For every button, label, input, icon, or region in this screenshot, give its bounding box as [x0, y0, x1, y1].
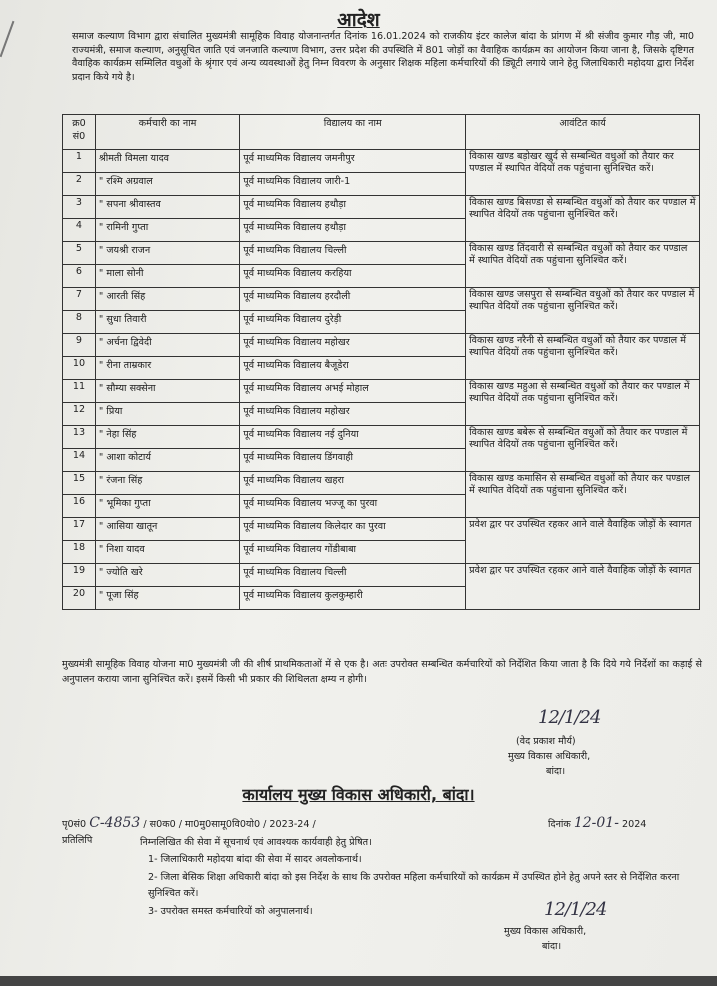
school-name-cell: पूर्व माध्यमिक विद्यालय हथौड़ा — [240, 219, 466, 242]
school-name-cell: पूर्व माध्यमिक विद्यालय जमनीपुर — [240, 150, 466, 173]
assigned-work-cell: विकास खण्ड नरैनी से सम्बन्धित वधुओं को तैयार कर पण्डाल में स्थापित वेदियों तक पहुंचाना सुनिश्चित करें। — [466, 334, 700, 380]
assigned-work-cell: विकास खण्ड बिसण्डा से सम्बन्धित वधुओं को तैयार कर पण्डाल में स्थापित वेदियों तक पहुंचाना सुनिश्चित करें। — [466, 196, 700, 242]
handwritten-signature-2: 12/1/24 — [544, 899, 607, 920]
employee-name-cell: " रीना ताम्रकार — [95, 357, 239, 380]
school-name-cell: पूर्व माध्यमिक विद्यालय गोंडीबाबा — [240, 541, 466, 564]
employee-name-cell: " रंजना सिंह — [95, 472, 239, 495]
assigned-work-cell: विकास खण्ड बड़ोखर खुर्द से सम्बन्धित वधुओं को तैयार कर पण्डाल में स्थापित वेदियों तक पहुंचाना सुनिश्चित करें। — [466, 150, 700, 196]
serial-cell: 17 — [63, 518, 96, 541]
serial-cell: 14 — [63, 449, 96, 472]
signatory-place: बांदा। — [546, 766, 566, 777]
employee-name-cell: " सपना श्रीवास्तव — [95, 196, 239, 219]
reference-label: पृ0सं0 — [62, 819, 87, 830]
duty-table — [62, 114, 700, 610]
assigned-work-cell: विकास खण्ड बबेरू से सम्बन्धित वधुओं को तैयार कर पण्डाल में स्थापित वेदियों तक पहुंचाना सुनिश्चित करें। — [466, 426, 700, 472]
signatory-designation: मुख्य विकास अधिकारी, — [508, 751, 591, 762]
document-title: आदेश — [337, 9, 380, 31]
table-row — [63, 426, 700, 449]
date-handwritten: 12-01- — [573, 815, 619, 831]
header-assigned-work: आवंटित कार्य — [466, 115, 700, 150]
employee-name-cell: " अर्चना द्विवेदी — [95, 334, 239, 357]
school-name-cell: पूर्व माध्यमिक विद्यालय खहरा — [240, 472, 466, 495]
serial-cell: 9 — [63, 334, 96, 357]
copy-item: 2- जिला बेसिक शिक्षा अधिकारी बांदा को इस निर्देश के साथ कि उपरोक्त महिला कर्मचारियों को कार्यक्रम में उपस्थित होने हेतु अपने स्तर से निर्देशित करना सुनिश्चित करें। — [148, 872, 680, 899]
employee-name-cell: " पूजा सिंह — [95, 587, 239, 610]
serial-cell: 19 — [63, 564, 96, 587]
employee-name-cell: " आरती सिंह — [95, 288, 239, 311]
school-name-cell: पूर्व माध्यमिक विद्यालय दुरेड़ी — [240, 311, 466, 334]
date-label: दिनांक — [548, 819, 571, 830]
closing-paragraph: मुख्यमंत्री सामूहिक विवाह योजना मा0 मुख्यमंत्री जी की शीर्ष प्राथमिकताओं में से एक है। अतः उपरोक्त सम्बन्धित कर्मचारियों को निर्देशित किया जाता है कि दिये गये निर्देशों का कड़ाई से अनुपालन कराया जाना सुनिश्चित करें। इसमें किसी भी प्रकार की शिथिलता क्षम्य न होगी। — [62, 659, 702, 685]
date-year: 2024 — [621, 819, 647, 830]
assigned-work-cell: विकास खण्ड तिंदवारी से सम्बन्धित वधुओं को तैयार कर पण्डाल में स्थापित वेदियों तक पहुंचाना सुनिश्चित करें। — [466, 242, 700, 288]
school-name-cell: पूर्व माध्यमिक विद्यालय कुलकुम्हारी — [240, 587, 466, 610]
serial-cell: 1 — [63, 150, 96, 173]
employee-name-cell: " प्रिया — [95, 403, 239, 426]
serial-cell: 7 — [63, 288, 96, 311]
employee-name-cell: " आसिया खातून — [95, 518, 239, 541]
assigned-work-cell: विकास खण्ड कमासिन से सम्बन्धित वधुओं को तैयार कर पण्डाल में स्थापित वेदियों तक पहुंचाना सुनिश्चित करें। — [466, 472, 700, 518]
reference-number — [62, 815, 316, 831]
copy-recipient-list — [148, 852, 698, 922]
school-name-cell: पूर्व माध्यमिक विद्यालय जारी-1 — [240, 173, 466, 196]
handwritten-signature-1: 12/1/24 — [538, 707, 601, 728]
school-name-cell: पूर्व माध्यमिक विद्यालय महोखर — [240, 334, 466, 357]
serial-cell: 4 — [63, 219, 96, 242]
header-employee-name: कर्मचारी का नाम — [95, 115, 239, 150]
employee-name-cell: " नेहा सिंह — [95, 426, 239, 449]
copy-item: 1- जिलाधिकारी महोदया बांदा की सेवा में सादर अवलोकनार्थ। — [148, 854, 362, 865]
signature-block-1 — [498, 707, 601, 779]
serial-cell: 10 — [63, 357, 96, 380]
school-name-cell: पूर्व माध्यमिक विद्यालय चिल्ली — [240, 242, 466, 265]
duty-table-body — [63, 150, 700, 610]
copy-intro: निम्नलिखित की सेवा में सूचनार्थ एवं आवश्यक कार्यवाही हेतु प्रेषित। — [140, 837, 372, 848]
table-row — [63, 380, 700, 403]
signature-block-2 — [504, 899, 607, 954]
school-name-cell: पूर्व माध्यमिक विद्यालय करहिया — [240, 265, 466, 288]
header-school-name: विद्यालय का नाम — [240, 115, 466, 150]
serial-cell: 15 — [63, 472, 96, 495]
page-bottom-edge — [0, 976, 717, 986]
table-row — [63, 242, 700, 265]
header-serial: क्र0 सं0 — [63, 115, 96, 150]
school-name-cell: पूर्व माध्यमिक विद्यालय हरदौली — [240, 288, 466, 311]
employee-name-cell: " भूमिका गुप्ता — [95, 495, 239, 518]
signatory-designation-2: मुख्य विकास अधिकारी, — [504, 926, 587, 937]
table-row — [63, 196, 700, 219]
employee-name-cell: श्रीमती विमला यादव — [95, 150, 239, 173]
serial-cell: 13 — [63, 426, 96, 449]
table-row — [63, 150, 700, 173]
employee-name-cell: " रश्मि अग्रवाल — [95, 173, 239, 196]
employee-name-cell: " सुधा तिवारी — [95, 311, 239, 334]
serial-cell: 18 — [63, 541, 96, 564]
employee-name-cell: " निशा यादव — [95, 541, 239, 564]
reference-handwritten-number: C-4853 — [89, 815, 141, 831]
school-name-cell: पूर्व माध्यमिक विद्यालय अभई मोहाल — [240, 380, 466, 403]
table-row — [63, 288, 700, 311]
serial-cell: 16 — [63, 495, 96, 518]
school-name-cell: पूर्व माध्यमिक विद्यालय डिंगवाही — [240, 449, 466, 472]
school-name-cell: पूर्व माध्यमिक विद्यालय भज्जू का पुरवा — [240, 495, 466, 518]
employee-name-cell: " आशा कोटार्य — [95, 449, 239, 472]
employee-name-cell: " ज्योति खरे — [95, 564, 239, 587]
serial-cell: 3 — [63, 196, 96, 219]
table-row — [63, 518, 700, 541]
assigned-work-cell: विकास खण्ड जसपुरा से सम्बन्धित वधुओं को तैयार कर पण्डाल में स्थापित वेदियों तक पहुंचाना सुनिश्चित करें। — [466, 288, 700, 334]
school-name-cell: पूर्व माध्यमिक विद्यालय किलेदार का पुरवा — [240, 518, 466, 541]
serial-cell: 2 — [63, 173, 96, 196]
table-row — [63, 334, 700, 357]
intro-paragraph: समाज कल्याण विभाग द्वारा संचालित मुख्यमंत्री सामूहिक विवाह योजनान्तर्गत दिनांक 16.01.2024 को राजकीय इंटर कालेज बांदा के प्रांगण में श्री संजीव कुमार गौड़ जी, मा0 राज्यमंत्री, समाज कल्याण, अनुसूचित जाति एवं जनजाति कल्याण विभाग, उत्तर प्रदेश की उपस्थिति में 801 जोड़ों का वैवाहिक कार्यक्रम का आयोजन किया जाना है, जिसके दृष्टिगत वैवाहिक कार्यक्रम सम्मिलित वधुओं के श्रृंगार एवं अन्य व्यवस्थाओं हेतु निम्न विवरण के अनुसार शिक्षक महिला कर्मचारियों की ड्यिूटी लगाये जाने हेतु जिलाधिकारी महोदया द्वारा निर्देश प्रदान किये गये है। — [72, 31, 694, 83]
table-row — [63, 564, 700, 587]
serial-cell: 12 — [63, 403, 96, 426]
assigned-work-cell: प्रवेश द्वार पर उपस्थित रहकर आने वाले वैवाहिक जोड़ों के स्वागत — [466, 518, 700, 564]
school-name-cell: पूर्व माध्यमिक विद्यालय बैजूडेरा — [240, 357, 466, 380]
serial-cell: 8 — [63, 311, 96, 334]
assigned-work-cell: प्रवेश द्वार पर उपस्थित रहकर आने वाले वैवाहिक जोड़ों के स्वागत — [466, 564, 700, 610]
school-name-cell: पूर्व माध्यमिक विद्यालय महोखर — [240, 403, 466, 426]
table-row — [63, 472, 700, 495]
employee-name-cell: " जयश्री राजन — [95, 242, 239, 265]
school-name-cell: पूर्व माध्यमिक विद्यालय चिल्ली — [240, 564, 466, 587]
serial-cell: 5 — [63, 242, 96, 265]
office-heading: कार्यालय मुख्य विकास अधिकारी, बांदा। — [242, 785, 475, 804]
employee-name-cell: " सौम्या सक्सेना — [95, 380, 239, 403]
employee-name-cell: " रामिनी गुप्ता — [95, 219, 239, 242]
serial-cell: 20 — [63, 587, 96, 610]
serial-cell: 11 — [63, 380, 96, 403]
issue-date — [548, 815, 646, 831]
signatory-place-2: बांदा। — [542, 941, 562, 952]
table-header-row — [63, 115, 700, 150]
school-name-cell: पूर्व माध्यमिक विद्यालय हथौड़ा — [240, 196, 466, 219]
reference-rest: / स0क0 / मा0मु0सामू0वि0यो0 / 2023-24 / — [143, 819, 316, 830]
school-name-cell: पूर्व माध्यमिक विद्यालय नई दुनिया — [240, 426, 466, 449]
serial-cell: 6 — [63, 265, 96, 288]
copy-label: प्रतिलिपि — [62, 835, 93, 846]
copy-item: 3- उपरोक्त समस्त कर्मचारियों को अनुपालनार्थ। — [148, 906, 313, 917]
signatory-name: (वेद प्रकाश मौर्य) — [516, 736, 576, 747]
employee-name-cell: " माला सोनी — [95, 265, 239, 288]
assigned-work-cell: विकास खण्ड महुआ से सम्बन्धित वधुओं को तैयार कर पण्डाल में स्थापित वेदियों तक पहुंचाना सुनिश्चित करें। — [466, 380, 700, 426]
